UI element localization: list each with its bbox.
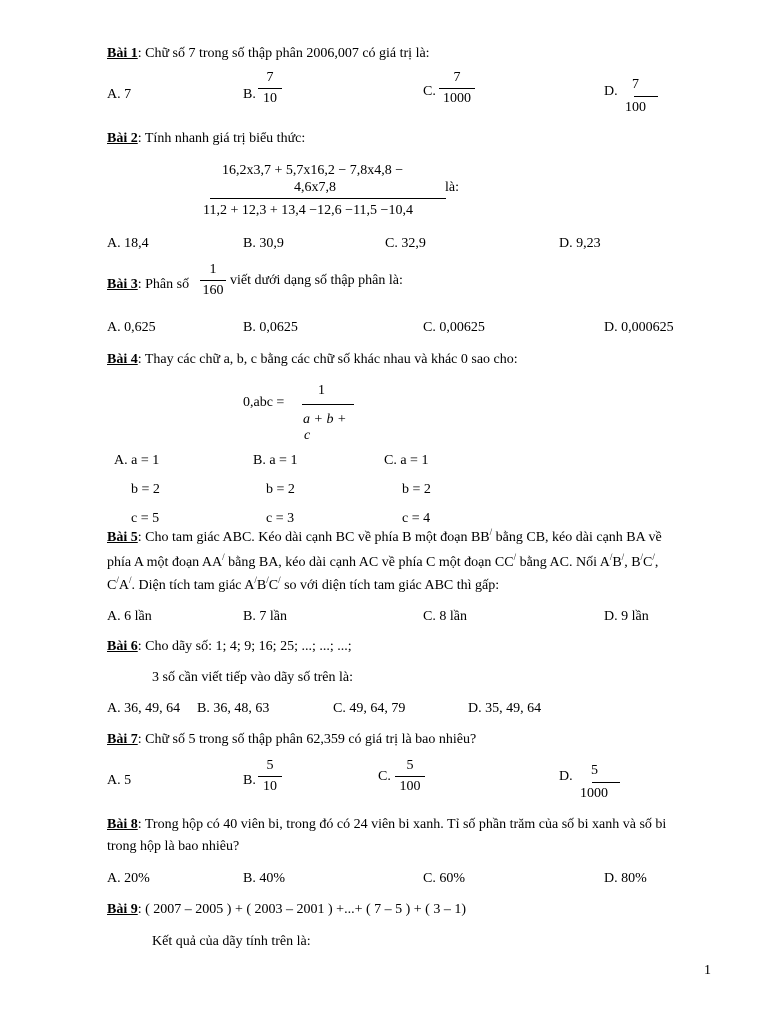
q4-option-a-line2: b = 2 [131, 482, 160, 497]
q1-option-d-bar [634, 96, 658, 97]
q5-label: Bài 5 [107, 530, 138, 545]
q7-option-d-bar [592, 782, 620, 783]
q5-line1: Bài 5: Cho tam giác ABC. Kéo dài cạnh BC về phía B một đoạn BB/ bằng CB, kéo dài cạnh BA về [107, 527, 662, 545]
q2-numerator-line1: 16,2x3,7 + 5,7x16,2 − 7,8x4,8 − [222, 163, 404, 178]
q8-option-c: C. 60% [423, 871, 465, 886]
q2-denominator: 11,2 + 12,3 + 13,4 −12,6 −11,5 −10,4 [203, 203, 413, 218]
q4-option-a-line1: A. a = 1 [114, 453, 160, 468]
q1-option-a: A. 7 [107, 87, 132, 102]
q6-option-b: B. 36, 48, 63 [197, 701, 270, 716]
q8-line1 [107, 817, 666, 833]
q9-sub: Kết quả của dãy tính trên là: [152, 934, 311, 949]
q4-option-c-line3: c = 4 [402, 511, 431, 526]
q4-option-c-line2: b = 2 [402, 482, 431, 497]
q5-option-d: D. 9 lần [604, 609, 649, 624]
q1-option-b-fraction: 7 10 [258, 70, 282, 107]
q2-label: Bài 2 [107, 131, 138, 146]
page-number: 1 [704, 963, 711, 978]
q3-option-c: C. 0,00625 [423, 320, 485, 335]
q3-suffix: viết dưới dạng số thập phân là: [230, 273, 403, 288]
q8-option-a: A. 20% [107, 871, 150, 886]
q3-fraction: 1 160 [200, 262, 226, 299]
q1-option-d-den: 100 [625, 100, 646, 115]
q4-option-b-line1: B. a = 1 [253, 453, 298, 468]
q4-text: : Thay các chữ a, b, c bằng các chữ số khác nhau và khác 0 sao cho: [137, 352, 518, 367]
q3-label: Bài 3 [107, 277, 138, 292]
q3-option-b: B. 0,0625 [243, 320, 298, 335]
q3-option-a: A. 0,625 [107, 320, 156, 335]
q6-sub: 3 số cần viết tiếp vào dãy số trên là: [152, 670, 353, 685]
q9-question [107, 902, 466, 918]
q6-option-c: C. 49, 64, 79 [333, 701, 406, 716]
q5-option-a: A. 6 lần [107, 609, 152, 624]
q2-question [107, 131, 305, 147]
q4-denominator-line1: a + b + [303, 412, 347, 427]
q1-label: Bài 1 [107, 46, 138, 61]
q2-option-a: A. 18,4 [107, 236, 149, 251]
q1-question [107, 46, 430, 62]
q2-fraction-bar [210, 198, 446, 199]
q7-option-b-label: B. [243, 773, 256, 788]
q6-option-d: D. 35, 49, 64 [468, 701, 542, 716]
q2-text: : Tính nhanh giá trị biểu thức: [137, 131, 306, 146]
q6-text: : Cho dãy số: 1; 4; 9; 16; 25; ...; ...; ...; [137, 639, 352, 654]
q5-option-b: B. 7 lần [243, 609, 287, 624]
q4-option-b-line2: b = 2 [266, 482, 295, 497]
q8-label: Bài 8 [107, 817, 138, 832]
q2-numerator-line2: 4,6x7,8 [294, 180, 336, 195]
q8-line2: trong hộp là bao nhiêu? [107, 839, 240, 854]
q4-fraction-bar [302, 404, 354, 405]
q6-label: Bài 6 [107, 639, 138, 654]
q1-option-b-label: B. [243, 87, 256, 102]
q1-option-c-fraction: 7 1000 [439, 70, 475, 107]
q9-label: Bài 9 [107, 902, 138, 917]
q4-question [107, 352, 518, 368]
q5-option-c: C. 8 lần [423, 609, 467, 624]
q2-option-d: D. 9,23 [559, 236, 601, 251]
q3-option-d: D. 0,000625 [604, 320, 674, 335]
q7-option-d-den: 1000 [580, 786, 608, 801]
q7-option-b-fraction: 5 10 [258, 758, 282, 795]
q4-option-a-line3: c = 5 [131, 511, 160, 526]
q9-text: : ( 2007 – 2005 ) + ( 2003 – 2001 ) +...+ ( 7 – 5 ) + ( 3 – 1) [137, 902, 467, 917]
q2-suffix: là: [445, 180, 459, 195]
q7-option-a: A. 5 [107, 773, 132, 788]
q4-denominator-line2: c [304, 428, 311, 443]
q6-question [107, 639, 352, 655]
q7-option-c-label: C. [378, 769, 391, 784]
q7-option-d-num: 5 [591, 763, 598, 778]
q7-text: : Chữ số 5 trong số thập phân 62,359 có giá trị là bao nhiêu? [137, 732, 477, 747]
q5-line2: phía A một đoạn AA/ bằng BA, kéo dài cạnh AC về phía C một đoạn CC/ bằng AC. Nối A/B/, B/C/, [107, 552, 659, 570]
q8-option-d: D. 80% [604, 871, 647, 886]
q1-text: : Chữ số 7 trong số thập phân 2006,007 có giá trị là: [137, 46, 430, 61]
q6-option-a: A. 36, 49, 64 [107, 701, 181, 716]
q7-option-d-label: D. [559, 769, 573, 784]
q2-option-b: B. 30,9 [243, 236, 284, 251]
q7-label: Bài 7 [107, 732, 138, 747]
q4-option-b-line3: c = 3 [266, 511, 295, 526]
q4-equation-lhs: 0,abc = [243, 395, 285, 410]
q4-numerator: 1 [318, 383, 325, 398]
q8-option-b: B. 40% [243, 871, 285, 886]
q1-option-d-num: 7 [632, 77, 639, 92]
q2-option-c: C. 32,9 [385, 236, 426, 251]
q7-option-c-fraction: 5 100 [395, 758, 425, 795]
q3-question-prefix [107, 277, 189, 293]
q1-option-d-label: D. [604, 84, 618, 99]
q4-option-c-line1: C. a = 1 [384, 453, 429, 468]
q1-option-c-label: C. [423, 84, 436, 99]
q3-prefix: : Phân số [137, 277, 190, 292]
q4-label: Bài 4 [107, 352, 138, 367]
q8-text: : Trong hộp có 40 viên bi, trong đó có 24 viên bi xanh. Tỉ số phần trăm của số bi xanh và số bi [137, 817, 667, 832]
q5-line3: C/A/. Diện tích tam giác A/B/C/ so với diện tích tam giác ABC thì gấp: [107, 575, 500, 593]
q7-question [107, 732, 476, 748]
